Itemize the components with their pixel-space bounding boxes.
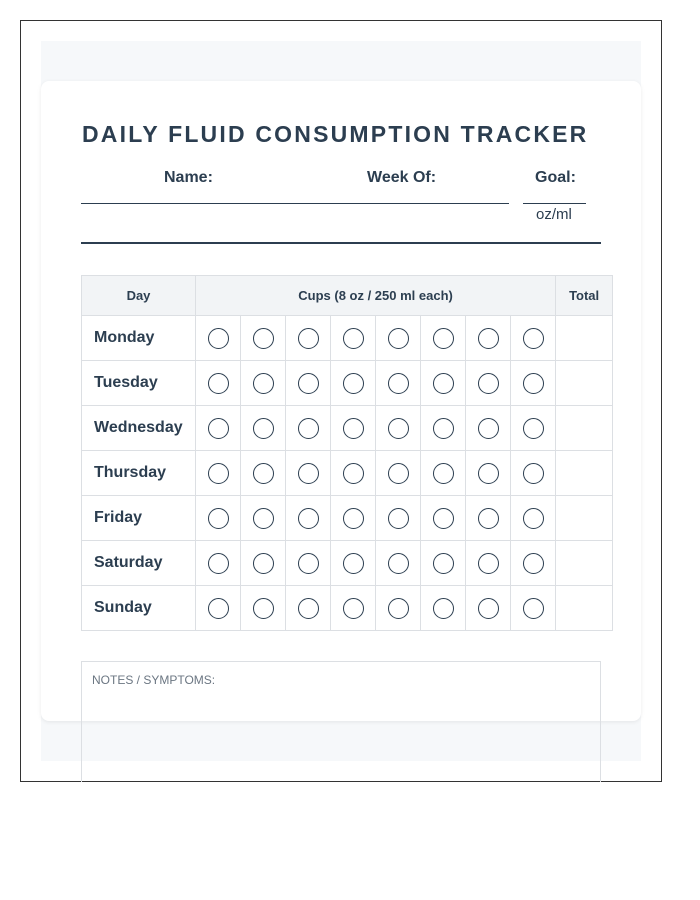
day-label: Saturday — [82, 541, 196, 586]
cup-cell — [511, 586, 556, 631]
cup-checkbox[interactable] — [253, 328, 274, 349]
cup-checkbox[interactable] — [208, 328, 229, 349]
cup-checkbox[interactable] — [253, 598, 274, 619]
cup-cell — [196, 496, 241, 541]
cup-cell — [466, 316, 511, 361]
total-cell[interactable] — [556, 586, 613, 631]
cup-checkbox[interactable] — [253, 418, 274, 439]
cup-cell — [241, 451, 286, 496]
cup-checkbox[interactable] — [298, 418, 319, 439]
table-header-row — [82, 276, 613, 316]
day-label: Friday — [82, 496, 196, 541]
cup-cell — [421, 406, 466, 451]
cup-checkbox[interactable] — [478, 508, 499, 529]
cup-checkbox[interactable] — [478, 328, 499, 349]
cup-cell — [331, 406, 376, 451]
total-cell[interactable] — [556, 496, 613, 541]
cup-checkbox[interactable] — [388, 373, 409, 394]
day-label: Sunday — [82, 586, 196, 631]
cup-cell — [196, 451, 241, 496]
cup-cell — [286, 541, 331, 586]
cup-cell — [511, 406, 556, 451]
cup-checkbox[interactable] — [343, 328, 364, 349]
cup-cell — [466, 586, 511, 631]
name-label: Name: — [164, 169, 213, 186]
cup-checkbox[interactable] — [433, 598, 454, 619]
cup-cell — [286, 406, 331, 451]
cup-cell — [376, 496, 421, 541]
cups-column-header: Cups (8 oz / 250 ml each) — [196, 276, 556, 316]
cup-checkbox[interactable] — [343, 418, 364, 439]
cup-checkbox[interactable] — [478, 463, 499, 484]
cup-checkbox[interactable] — [388, 598, 409, 619]
cup-cell — [376, 316, 421, 361]
cup-cell — [196, 586, 241, 631]
cup-checkbox[interactable] — [253, 463, 274, 484]
cup-cell — [466, 361, 511, 406]
cup-checkbox[interactable] — [388, 328, 409, 349]
total-cell[interactable] — [556, 406, 613, 451]
total-cell[interactable] — [556, 316, 613, 361]
table-row — [82, 316, 613, 361]
cup-checkbox[interactable] — [523, 553, 544, 574]
cup-checkbox[interactable] — [253, 373, 274, 394]
name-week-entry-line[interactable] — [81, 203, 509, 204]
cup-checkbox[interactable] — [388, 418, 409, 439]
cup-cell — [286, 451, 331, 496]
cup-cell — [421, 316, 466, 361]
cup-checkbox[interactable] — [343, 463, 364, 484]
cup-checkbox[interactable] — [523, 463, 544, 484]
cup-cell — [286, 361, 331, 406]
cup-cell — [331, 541, 376, 586]
cup-checkbox[interactable] — [343, 598, 364, 619]
cup-cell — [511, 316, 556, 361]
cup-cell — [331, 361, 376, 406]
goal-label: Goal: — [535, 169, 576, 186]
cup-cell — [466, 496, 511, 541]
goal-entry-line[interactable] — [523, 203, 586, 204]
table-row — [82, 496, 613, 541]
cup-cell — [466, 541, 511, 586]
cup-cell — [511, 541, 556, 586]
cup-checkbox[interactable] — [478, 418, 499, 439]
cup-cell — [421, 496, 466, 541]
cup-cell — [286, 496, 331, 541]
cup-checkbox[interactable] — [208, 418, 229, 439]
cup-cell — [331, 496, 376, 541]
notes-box[interactable] — [81, 661, 601, 782]
cup-checkbox[interactable] — [343, 508, 364, 529]
total-column-header: Total — [556, 276, 613, 316]
cup-cell — [331, 316, 376, 361]
cup-cell — [241, 586, 286, 631]
cup-checkbox[interactable] — [523, 508, 544, 529]
cup-checkbox[interactable] — [433, 463, 454, 484]
cup-checkbox[interactable] — [253, 553, 274, 574]
cup-checkbox[interactable] — [208, 553, 229, 574]
cup-checkbox[interactable] — [298, 553, 319, 574]
cup-checkbox[interactable] — [478, 598, 499, 619]
cup-checkbox[interactable] — [523, 418, 544, 439]
cup-cell — [376, 586, 421, 631]
week-of-label: Week Of: — [367, 169, 437, 186]
cup-checkbox[interactable] — [388, 553, 409, 574]
table-row — [82, 406, 613, 451]
cup-cell — [331, 451, 376, 496]
cup-cell — [376, 541, 421, 586]
cup-checkbox[interactable] — [298, 508, 319, 529]
cup-cell — [241, 496, 286, 541]
cup-checkbox[interactable] — [253, 508, 274, 529]
cup-checkbox[interactable] — [388, 508, 409, 529]
table-row — [82, 361, 613, 406]
cup-checkbox[interactable] — [298, 328, 319, 349]
cup-cell — [196, 361, 241, 406]
cup-checkbox[interactable] — [433, 553, 454, 574]
day-column-header: Day — [82, 276, 196, 316]
cup-checkbox[interactable] — [298, 373, 319, 394]
cup-checkbox[interactable] — [523, 598, 544, 619]
cup-cell — [466, 451, 511, 496]
cup-cell — [286, 586, 331, 631]
table-body — [82, 316, 613, 631]
cup-checkbox[interactable] — [208, 598, 229, 619]
cup-checkbox[interactable] — [433, 328, 454, 349]
cup-cell — [241, 406, 286, 451]
page-title: DAILY FLUID CONSUMPTION TRACKER — [82, 121, 589, 147]
cup-cell — [196, 316, 241, 361]
cup-cell — [421, 541, 466, 586]
cup-cell — [421, 451, 466, 496]
day-label: Tuesday — [82, 361, 196, 406]
total-cell[interactable] — [556, 541, 613, 586]
cup-cell — [421, 586, 466, 631]
cup-cell — [286, 316, 331, 361]
cup-checkbox[interactable] — [433, 373, 454, 394]
cup-cell — [196, 541, 241, 586]
cup-checkbox[interactable] — [208, 373, 229, 394]
cup-cell — [421, 361, 466, 406]
cup-cell — [511, 496, 556, 541]
notes-label: NOTES / SYMPTOMS: — [92, 673, 216, 687]
cup-cell — [331, 586, 376, 631]
cup-cell — [466, 406, 511, 451]
cup-checkbox[interactable] — [478, 553, 499, 574]
cup-checkbox[interactable] — [523, 373, 544, 394]
cup-cell — [241, 361, 286, 406]
cup-cell — [241, 316, 286, 361]
total-cell[interactable] — [556, 451, 613, 496]
table-row — [82, 451, 613, 496]
cup-checkbox[interactable] — [478, 373, 499, 394]
cup-checkbox[interactable] — [343, 373, 364, 394]
cup-cell — [241, 541, 286, 586]
cup-checkbox[interactable] — [523, 328, 544, 349]
day-label: Monday — [82, 316, 196, 361]
goal-unit: oz/ml — [536, 206, 572, 223]
cup-cell — [511, 451, 556, 496]
cup-cell — [376, 406, 421, 451]
cup-cell — [376, 451, 421, 496]
cup-checkbox[interactable] — [298, 463, 319, 484]
table-row — [82, 586, 613, 631]
cup-checkbox[interactable] — [388, 463, 409, 484]
cup-checkbox[interactable] — [343, 553, 364, 574]
cup-cell — [196, 406, 241, 451]
cup-cell — [376, 361, 421, 406]
cup-checkbox[interactable] — [208, 508, 229, 529]
header-divider — [81, 242, 601, 244]
total-cell[interactable] — [556, 361, 613, 406]
cup-checkbox[interactable] — [208, 463, 229, 484]
table-row — [82, 541, 613, 586]
cup-checkbox[interactable] — [298, 598, 319, 619]
cup-cell — [511, 361, 556, 406]
cup-checkbox[interactable] — [433, 418, 454, 439]
day-label: Thursday — [82, 451, 196, 496]
fluid-tracker-table — [81, 275, 613, 631]
cup-checkbox[interactable] — [433, 508, 454, 529]
day-label: Wednesday — [82, 406, 196, 451]
